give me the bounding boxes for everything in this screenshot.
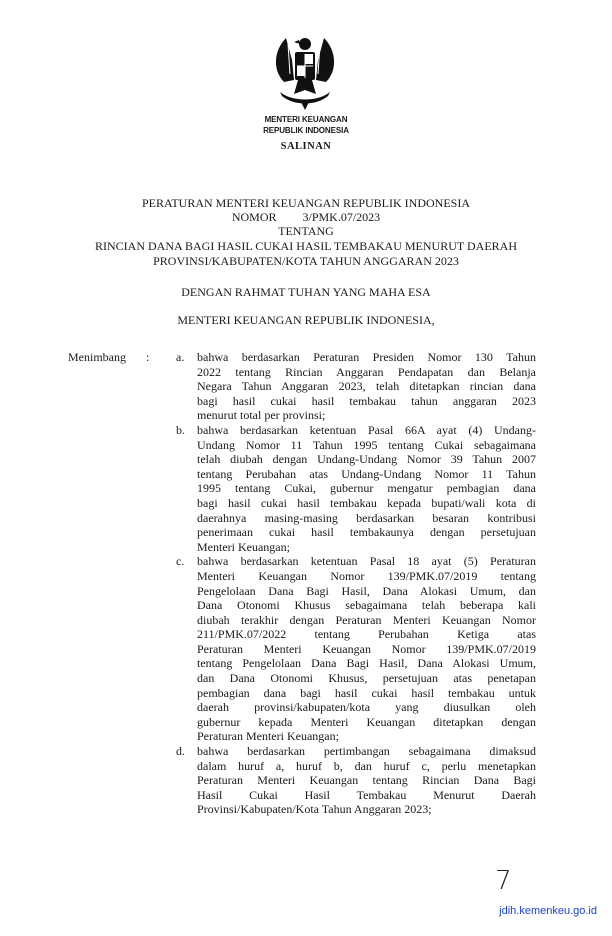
regulation-number [0,210,612,225]
org-name-line1: MENTERI KEUANGAN [264,115,348,124]
item-line: dan Dana Otonomi Khusus, persetujuan atas penetapan [197,671,536,686]
garuda-emblem-icon [266,30,344,112]
number-value: 3/PMK.07/2023 [302,210,381,224]
item-line: Peraturan Menteri Keuangan Nomor 139/PMK.07/2019 [197,641,536,656]
footer-site-link[interactable]: jdih.kemenkeu.go.id [499,905,597,917]
item-marker: d. [176,744,185,759]
subject-line1: RINCIAN DANA BAGI HASIL CUKAI HASIL TEMBAKAU MENURUT DAERAH [95,239,517,253]
item-line: 211/PMK.07/2022 tentang Perubahan Ketiga atas [197,627,536,642]
item-line: tentang Perubahan atas Undang-Undang Nomor 11 Tahun [197,466,536,481]
item-marker: b. [176,422,185,437]
considering-item-row [0,423,612,554]
considering-colon: : [146,350,150,364]
item-line: penerimaan cukai hasil tembakaunya dengan persetujuan [197,525,536,540]
issuer: MENTERI KEUANGAN REPUBLIK INDONESIA, [177,313,435,327]
item-line: diubah terakhir dengan Peraturan Menteri Keuangan Nomor [197,612,536,627]
item-line: menurut total per provinsi; [197,408,326,423]
item-line: bahwa berdasarkan Peraturan Presiden Nomor 130 Tahun [197,350,536,364]
item-line: Menteri Keuangan; [197,539,290,554]
considering-item [197,554,536,744]
considering-label: Menimbang [68,350,126,364]
considering-item-row [0,554,612,744]
handwritten-page-mark: 7 [495,866,512,896]
number-label: NOMOR [231,210,277,224]
item-line: telah diubah dengan Undang-Undang Nomor 39 Tahun 2007 [197,452,536,467]
item-line: 1995 tentang Cukai, gubernur mengatur pembagian dana [197,481,536,496]
item-line: Menteri Keuangan Nomor 139/PMK.07/2019 tentang [197,568,536,583]
item-line: Undang Nomor 11 Tahun 1995 tentang Cukai sebagaimana [197,437,536,452]
item-line: Pengelolaan Dana Bagi Hasil, Dana Alokasi Umum, dan [197,583,536,598]
item-line: dalam huruf a, huruf b, dan huruf c, perlu menetapkan [197,758,536,773]
regulation-title: PERATURAN MENTERI KEUANGAN REPUBLIK INDONESIA [142,196,470,210]
item-line: bahwa berdasarkan pertimbangan sebagaimana dimaksud [197,744,536,759]
considering-item [197,350,536,423]
considering-item-row [0,744,612,817]
item-line: bagi hasil cukai hasil tembakau tahun anggaran 2023 [197,393,536,408]
item-marker: a. [176,350,185,364]
considering-item-row [0,350,612,423]
org-name-line2: REPUBLIK INDONESIA [263,126,349,135]
item-line: bagi hasil cukai hasil tembakau kepada bupati/wali kota di [197,495,536,510]
copy-label: SALINAN [280,141,332,152]
item-line: tentang Pengelolaan Dana Bagi Hasil, Dana Alokasi Umum, [197,656,536,671]
item-line: bahwa berdasarkan ketentuan Pasal 18 ayat (5) Peraturan [197,554,536,569]
considering-list [0,350,612,817]
item-line: daerahnya masing-masing berdasarkan besaran kontribusi [197,510,536,525]
item-line: Provinsi/Kabupaten/Kota Tahun Anggaran 2023; [197,802,432,817]
about-label: TENTANG [278,224,334,238]
item-line: 2022 tentang Rincian Anggaran Pendapatan dan Belanja [197,364,536,379]
item-line: bahwa berdasarkan ketentuan Pasal 66A ayat (4) Undang- [197,422,536,437]
item-line: Negara Tahun Anggaran 2023, telah ditetapkan rincian dana [197,379,536,394]
item-line: Peraturan Menteri Keuangan tentang Rincian Dana Bagi [197,773,536,788]
considering-item [197,423,536,554]
invocation: DENGAN RAHMAT TUHAN YANG MAHA ESA [181,285,431,299]
item-line: Peraturan Menteri Keuangan; [197,729,339,744]
item-marker: c. [176,554,185,569]
item-line: daerah provinsi/kabupaten/kota yang diusulkan oleh [197,700,536,715]
item-line: Dana Otonomi Khusus sebagaimana telah beberapa kali [197,598,536,613]
item-line: Hasil Cukai Hasil Tembakau Menurut Daerah [197,787,536,802]
subject-line2: PROVINSI/KABUPATEN/KOTA TAHUN ANGGARAN 2023 [153,254,459,268]
item-line: gubernur kepada Menteri Keuangan ditetapkan dengan [197,714,536,729]
item-line: pembagian dana bagi hasil cukai hasil tembakau untuk [197,685,536,700]
considering-item [197,744,536,817]
